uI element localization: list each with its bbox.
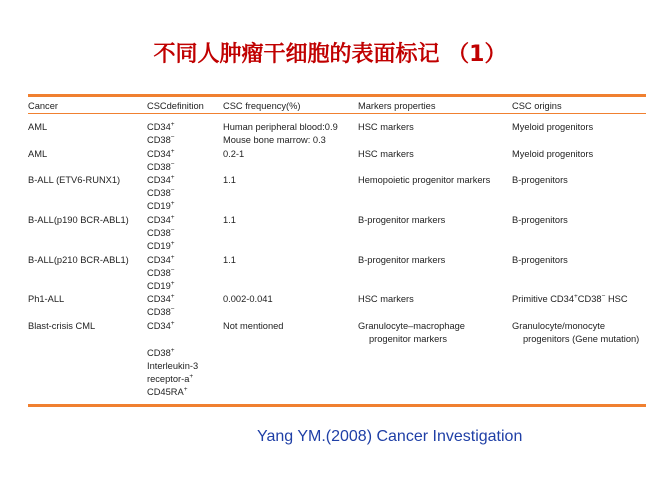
marker-line: CD45RA+ [147, 386, 188, 397]
csc-definition-cell [147, 254, 175, 293]
csc-frequency-cell [223, 148, 244, 161]
csc-origins-cell [512, 254, 568, 267]
markers-line: progenitor markers [369, 334, 448, 344]
marker-line: CD38− [147, 267, 175, 278]
markers-line: Hemopoietic progenitor markers [358, 175, 491, 185]
frequency-line: 1.1 [223, 215, 236, 225]
csc-origins-cell [512, 174, 568, 187]
marker-line: CD34+ [147, 214, 175, 225]
marker-line: CD38− [147, 306, 175, 317]
marker-line: CD34+ [147, 121, 175, 132]
origins-line: Primitive CD34+CD38− HSC [512, 293, 628, 304]
cancer-cell: B-ALL(p210 BCR-ABL1) [28, 255, 129, 265]
marker-line: CD19+ [147, 280, 175, 291]
table-header-rule [28, 113, 646, 114]
marker-line: CD34+ [147, 174, 175, 185]
origins-line: B-progenitors [512, 175, 568, 185]
csc-definition-cell [147, 174, 175, 213]
markers-properties-cell [358, 174, 490, 187]
csc-definition-cell [147, 148, 175, 174]
marker-line: CD19+ [147, 240, 175, 251]
marker-line: receptor-a+ [147, 373, 194, 384]
marker-line: CD34+ [147, 148, 175, 159]
markers-properties-cell [358, 214, 445, 227]
cancer-cell: B-ALL (ETV6-RUNX1) [28, 175, 121, 185]
column-header-csc-origins: CSC origins [512, 101, 562, 111]
marker-line: CD38− [147, 134, 175, 145]
csc-origins-cell [512, 148, 593, 161]
origins-line: Myeloid progenitors [512, 122, 594, 132]
frequency-line: 0.2-1 [223, 149, 245, 159]
csc-definition-cell [147, 293, 175, 319]
marker-line: CD19+ [147, 200, 175, 211]
marker-line: CD34+ [147, 320, 175, 331]
markers-line: HSC markers [358, 122, 414, 132]
marker-line: CD38− [147, 187, 175, 198]
csc-origins-cell [512, 293, 628, 306]
column-header-markers-properties: Markers properties [358, 101, 436, 111]
marker-line: CD34+ [147, 254, 175, 265]
csc-frequency-cell [223, 174, 236, 187]
frequency-line: Not mentioned [223, 321, 284, 331]
origins-line: B-progenitors [512, 215, 568, 225]
marker-line: CD38− [147, 161, 175, 172]
origins-line: Myeloid progenitors [512, 149, 594, 159]
marker-line: Interleukin-3 [147, 361, 199, 371]
frequency-line: 0.002-0.041 [223, 294, 273, 304]
origins-line: progenitors (Gene mutation) [523, 334, 640, 344]
csc-definition-cell [147, 320, 175, 333]
frequency-line: 1.1 [223, 175, 236, 185]
markers-properties-cell [358, 320, 465, 346]
markers-line: HSC markers [358, 294, 414, 304]
cancer-cell: B-ALL(p190 BCR-ABL1) [28, 215, 129, 225]
frequency-line: 1.1 [223, 255, 236, 265]
markers-line: B-progenitor markers [358, 215, 446, 225]
csc-origins-cell [512, 121, 593, 134]
column-header-csc-frequency: CSC frequency(%) [223, 101, 301, 111]
column-header-cancer: Cancer [28, 101, 58, 111]
cancer-cell: Blast-crisis CML [28, 321, 96, 331]
csc-frequency-cell [223, 121, 338, 147]
cancer-cell: AML [28, 122, 48, 132]
markers-properties-cell [358, 293, 414, 306]
frequency-line: Human peripheral blood:0.9 [223, 122, 338, 132]
csc-frequency-cell [223, 320, 283, 333]
csc-frequency-cell [223, 293, 273, 306]
slide-title: 不同人肿瘤干细胞的表面标记 （1） [153, 42, 507, 67]
cancer-cell: AML [28, 149, 48, 159]
table-bottom-rule [28, 404, 646, 407]
frequency-line: Mouse bone marrow: 0.3 [223, 135, 326, 145]
markers-line: HSC markers [358, 149, 414, 159]
markers-properties-cell [358, 121, 414, 134]
cancer-cell: Ph1-ALL [28, 294, 65, 304]
markers-properties-cell [358, 148, 414, 161]
csc-origins-cell [512, 214, 568, 227]
csc-origins-cell [512, 320, 639, 346]
origins-line: B-progenitors [512, 255, 568, 265]
table-top-rule [28, 94, 646, 97]
markers-line: Granulocyte–macrophage [358, 321, 465, 331]
csc-definition-cell [147, 121, 175, 147]
marker-line: CD38+ [147, 347, 175, 358]
csc-definition-cell [147, 214, 175, 253]
markers-line: B-progenitor markers [358, 255, 446, 265]
column-header-csc-definition: CSCdefinition [147, 101, 204, 111]
markers-properties-cell [358, 254, 445, 267]
marker-line: CD38− [147, 227, 175, 238]
origins-line: Granulocyte/monocyte [512, 321, 606, 331]
csc-definition-extra-cell [147, 347, 198, 399]
citation: Yang YM.(2008) Cancer Investigation [257, 428, 523, 445]
marker-line: CD34+ [147, 293, 175, 304]
csc-frequency-cell [223, 254, 236, 267]
csc-frequency-cell [223, 214, 236, 227]
